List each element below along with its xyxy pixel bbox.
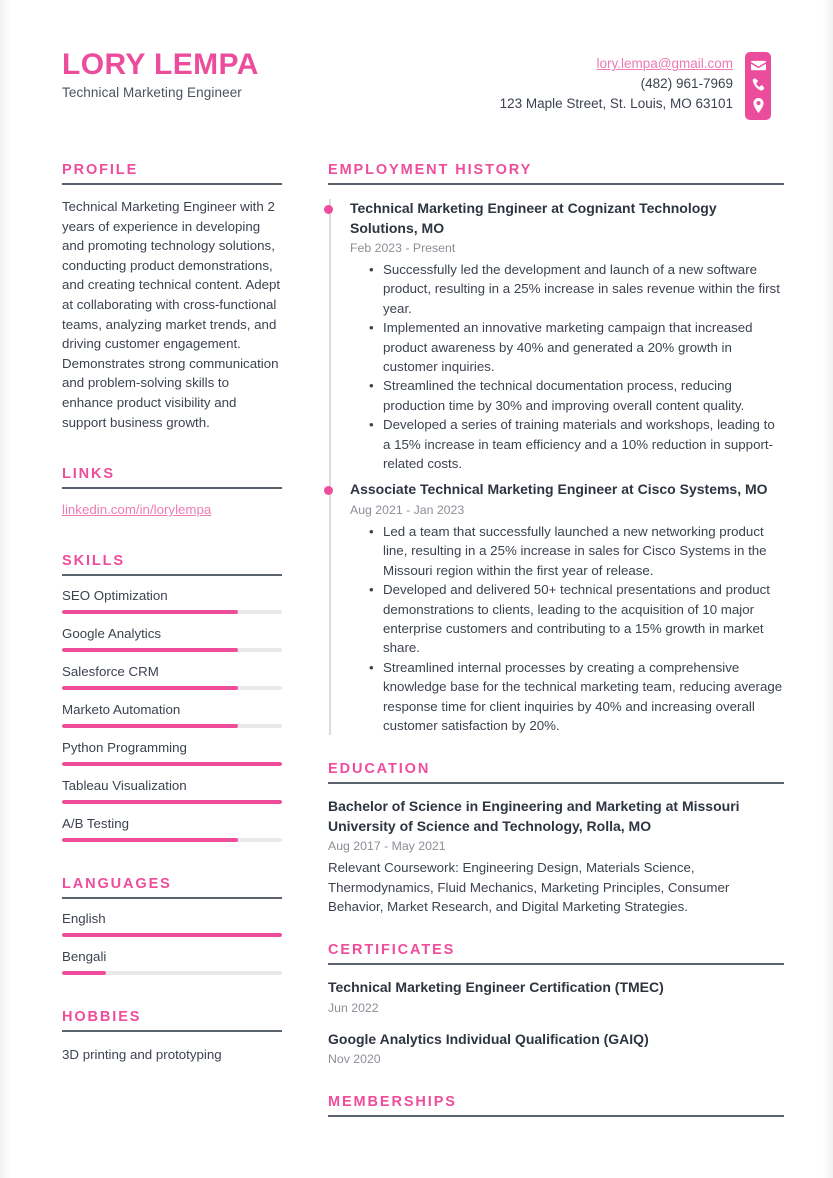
job-bullet: • Successfully led the development and launch of a new software product, resulting in a 25% increase in sales revenue within the first year. [383,260,784,318]
candidate-name: LORY LEMPA [62,48,259,81]
hobbies-text: 3D printing and prototyping [62,1047,222,1063]
skill-bar-track [62,610,282,614]
section-rule [328,963,784,965]
section-heading-memberships: MEMBERSHIPS [328,1094,457,1111]
page-edge-left [0,0,11,1178]
job-title: Technical Marketing Engineer at Cognizant Technology Solutions, MO [350,200,717,236]
language-row [62,910,282,937]
skill-bar-fill [62,686,238,690]
skill-label: Salesforce CRM [62,664,159,680]
contact-block [500,52,771,120]
section-heading-links: LINKS [62,466,115,483]
language-label: English [62,911,106,927]
section-education [328,761,784,916]
skill-bar-fill [62,610,238,614]
section-rule [62,574,282,576]
language-bar-fill [62,933,282,937]
skill-bar-fill [62,762,282,766]
skill-row [62,777,282,804]
skill-bar-track [62,724,282,728]
left-column [62,162,282,1064]
contact-email-link[interactable]: lory.lempa@gmail.com [596,56,733,71]
skill-bar-track [62,762,282,766]
job-bullet: • Streamlined internal processes by creating a comprehensive knowledge base for the technical marketing team, reducing average response time for client inquiries by 40% and increasing overall customer satisfaction by 20%. [383,658,784,736]
section-heading-certificates: CERTIFICATES [328,942,456,959]
phone-icon [751,78,766,93]
section-heading-employment: EMPLOYMENT HISTORY [328,162,533,178]
contact-address: 123 Maple Street, St. Louis, MO 63101 [499,96,733,111]
section-heading-profile: PROFILE [62,162,139,178]
skill-row [62,663,282,690]
job-bullets [350,522,784,735]
job-bullet: • Led a team that successfully launched a new networking product line, resulting in a 25% increase in sales for Cisco Systems in the Missouri region within the first year of release. [383,522,784,580]
section-memberships [328,1094,784,1117]
skill-label: Tableau Visualization [62,778,187,794]
education-entry [328,797,784,916]
section-heading-skills: SKILLS [62,553,125,570]
job-bullet: • Developed a series of training materials and workshops, leading to a 15% increase in team efficiency and a 10% reduction in support-related costs. [383,415,784,473]
section-employment-history [328,162,784,735]
employment-entry [350,480,784,735]
section-profile [62,162,282,432]
job-bullet: • Implemented an innovative marketing campaign that increased product awareness by 40% and generated a 20% growth in customer inquiries. [383,318,784,376]
spacer [328,1068,784,1094]
resume-header [62,48,771,126]
skill-row [62,701,282,728]
section-rule [62,183,282,185]
section-certificates [328,942,784,1068]
language-label: Bengali [62,949,107,965]
skill-label: A/B Testing [62,816,130,832]
education-coursework: Relevant Coursework: Engineering Design, Materials Science, Thermodynamics, Fluid Mechanics, Marketing Principles, Consumer Behavior, Market Research, and Digital Marketing Strategies. [328,860,730,914]
employment-entry [350,199,784,473]
section-rule [328,1115,784,1117]
envelope-icon [751,58,766,73]
spacer [328,735,784,761]
job-bullets [350,260,784,473]
skill-bar-track [62,686,282,690]
job-date: Feb 2023 - Present [350,241,456,255]
job-title: Associate Technical Marketing Engineer at Cisco Systems, MO [350,481,768,498]
spacer [62,842,282,876]
skill-label: Marketo Automation [62,702,181,718]
contact-phone: (482) 961-7969 [640,76,733,91]
skill-row [62,815,282,842]
section-heading-languages: LANGUAGES [62,876,172,893]
skill-row [62,587,282,614]
section-hobbies [62,1009,282,1064]
link-item-linkedin[interactable]: linkedin.com/in/lorylempa [62,502,212,518]
section-skills [62,553,282,842]
certificate-title: Technical Marketing Engineer Certification (TMEC) [328,979,664,996]
skill-label: Google Analytics [62,626,162,642]
employment-timeline [328,199,784,735]
section-heading-hobbies: HOBBIES [62,1009,142,1026]
page-edge-right [822,0,833,1178]
education-title: Bachelor of Science in Engineering and Marketing at Missouri University of Science and Technology, Rolla, MO [328,798,740,834]
job-date: Aug 2021 - Jan 2023 [350,502,465,517]
section-rule [62,1030,282,1032]
certificate-date: Jun 2022 [328,1000,379,1015]
certificate-entry [328,1030,784,1069]
job-bullet: • Developed and delivered 50+ technical presentations and product demonstrations to clients, leading to the acquisition of 10 major enterprise customers and contributing to a 15% growth in market share. [383,580,784,658]
skill-label: SEO Optimization [62,588,168,604]
skill-bar-fill [62,800,282,804]
skill-bar-fill [62,724,238,728]
spacer [62,519,282,553]
spacer [328,916,784,942]
skill-label: Python Programming [62,740,187,756]
job-bullet: • Streamlined the technical documentation process, reducing production time by 30% and improving overall content quality. [383,376,784,415]
section-links [62,466,282,519]
certificate-entry [328,978,784,1017]
skill-bar-track [62,648,282,652]
skill-row [62,739,282,766]
section-rule [328,782,784,784]
contact-icon-bar [745,52,771,120]
spacer [62,432,282,466]
section-rule [62,487,282,489]
location-pin-icon [751,98,766,113]
section-rule [328,183,784,185]
right-column [328,162,784,1117]
profile-text: Technical Marketing Engineer with 2 years of experience in developing and promoting technology solutions, conducting product demonstrations, and creating technical content. Adept at collaborating with cross-functional teams, analyzing market trends, and driving customer engagement. Demonstrates strong communication and problem-solving skills to enhance product visibility and support business growth. [62,199,281,430]
language-bar-track [62,933,282,937]
section-heading-education: EDUCATION [328,761,431,778]
contact-details [500,52,745,114]
section-rule [62,897,282,899]
education-date: Aug 2017 - May 2021 [328,839,446,854]
candidate-job-title: Technical Marketing Engineer [62,85,242,100]
timeline-dot-icon [324,205,333,214]
skill-row [62,625,282,652]
certificate-title: Google Analytics Individual Qualification (GAIQ) [328,1030,649,1047]
certificate-date: Nov 2020 [328,1052,381,1067]
language-row [62,948,282,975]
spacer [62,975,282,1009]
skill-bar-track [62,800,282,804]
section-languages [62,876,282,975]
timeline-dot-icon [324,486,333,495]
skill-bar-fill [62,648,238,652]
